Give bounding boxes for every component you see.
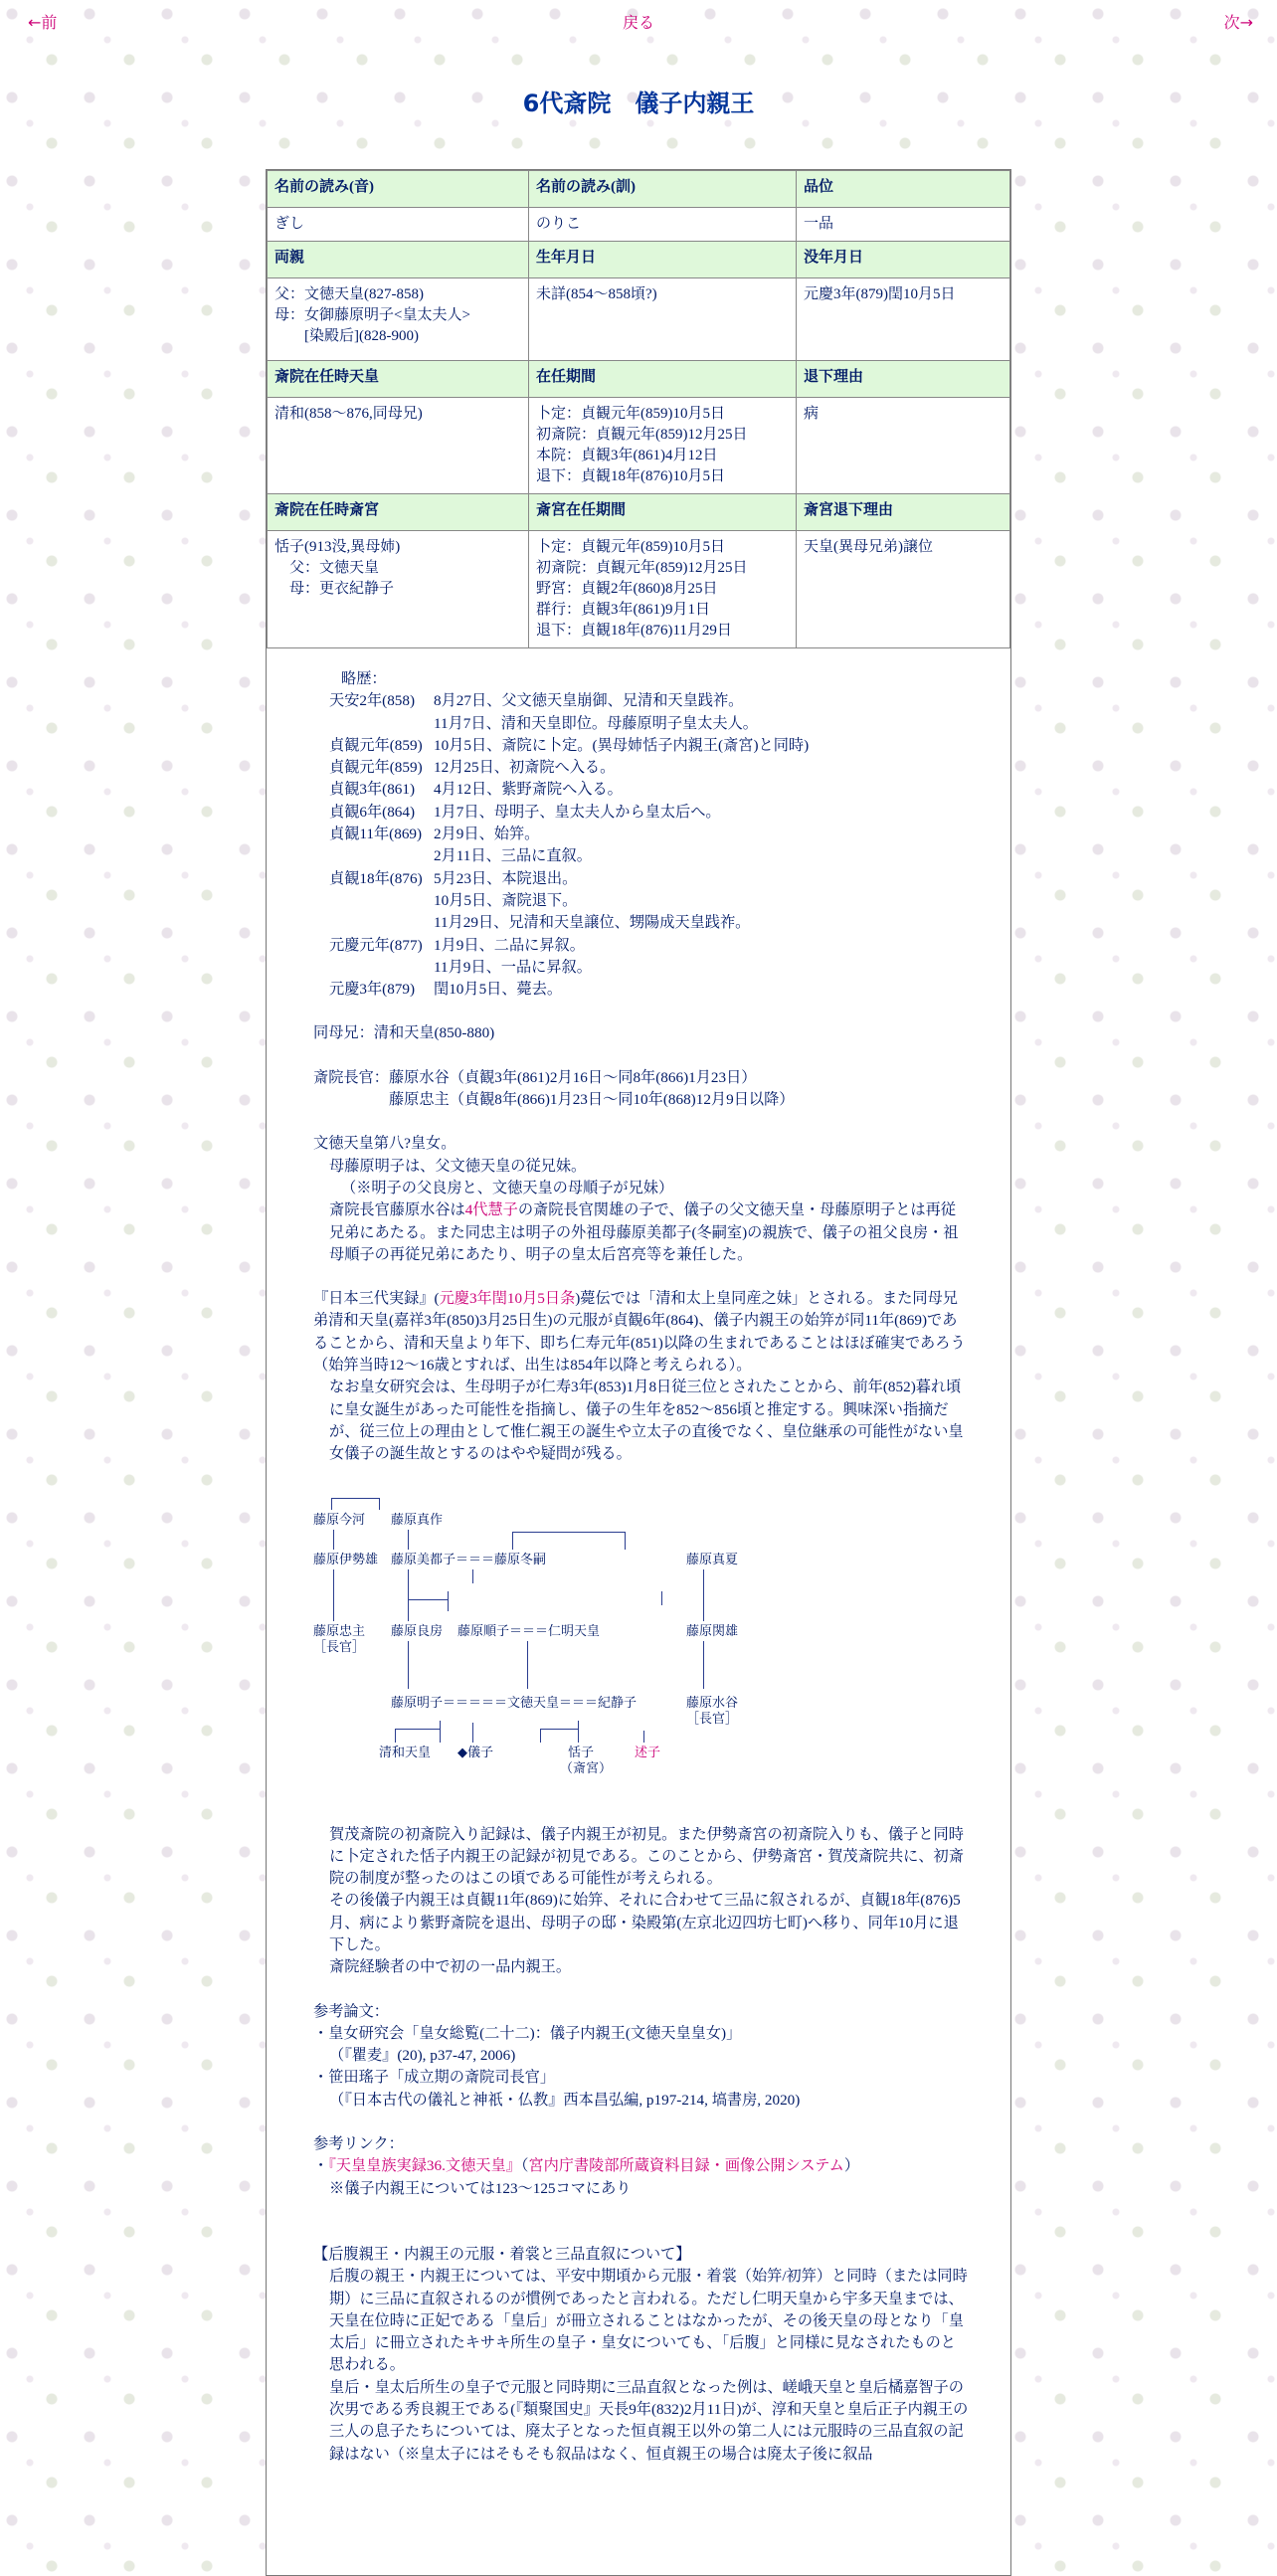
- tree-line: [512, 1532, 625, 1533]
- history-row: [313, 690, 971, 712]
- table-cell: [529, 398, 797, 494]
- table-cell: [797, 208, 1010, 242]
- chokan-label: 斎院長官：: [313, 1068, 389, 1086]
- tree-line: [643, 1731, 644, 1743]
- table-header-cell: 生年月日: [529, 242, 797, 278]
- tree-line: [408, 1569, 409, 1599]
- history-year: 貞観3年(861): [329, 781, 416, 799]
- tree-node: 藤原伊勢雄: [313, 1551, 379, 1566]
- tree-node: 述子: [635, 1744, 661, 1759]
- table-cell-line: 清和(858～876,同母兄): [274, 406, 423, 422]
- tree-line: [408, 1530, 409, 1550]
- history-event: 1月7日、母明子、皇太夫人から皇太后へ。: [434, 803, 721, 821]
- tree-line: [512, 1532, 513, 1550]
- link-label: 参考リンク：: [313, 2135, 404, 2153]
- info-table: [267, 170, 1010, 648]
- history-year: 貞観元年(859): [329, 759, 423, 777]
- tree-node: （斎宮）: [560, 1759, 613, 1775]
- ref-label: 参考論文：: [313, 2002, 389, 2020]
- table-cell: [797, 278, 1010, 361]
- page-title: 6代斎院 儀子内親王: [522, 90, 755, 117]
- history-year: 貞観元年(859): [329, 736, 423, 754]
- history-year: [313, 713, 434, 735]
- section-paragraph: 皇后・皇太后所生の皇子で元服と同時期に三品直叙となった例は、嵯峨天皇と皇后橘嘉智子の次男である秀良親王である(『類聚国史』天長9年(832)2月11日)が、淳和天皇と皇后正子内親王の三人の息子たちについては、廃太子となった恒貞親王以外の第二人には元服時の三品直叙の記録はない（※皇太子にはそもそも叙品はなく、恒貞親王の場合は廃太子後に叙品: [329, 2378, 969, 2463]
- table-cell: [268, 278, 529, 361]
- history-row: [313, 935, 971, 957]
- tree-line: [333, 1569, 334, 1621]
- table-cell-line: 未詳(854～858頃?): [536, 286, 657, 302]
- history-row: [313, 890, 971, 912]
- table-row: [268, 278, 1010, 361]
- tree-line: [703, 1569, 704, 1621]
- history-year: [313, 845, 434, 867]
- saiin-4-link[interactable]: 4代慧子: [464, 1201, 518, 1219]
- table-cell-line: 卜定：貞観元年(859)10月5日: [536, 539, 725, 555]
- table-cell-line: 退下：貞観18年(876)10月5日: [536, 468, 725, 484]
- history-year: [313, 912, 434, 934]
- bio-note: （※明子の父良房と、文徳天皇の母順子が兄妹）: [341, 1179, 674, 1196]
- table-cell-line: 父：文徳天皇: [274, 560, 380, 576]
- history-row: [313, 757, 971, 779]
- tree-line: [578, 1721, 579, 1743]
- table-cell-line: [染殿后](828-900): [274, 328, 419, 344]
- table-cell-line: 野宮：貞観2年(860)8月25日: [536, 581, 718, 597]
- body-paragraph: 賀茂斎院の初斎院入り記録は、儀子内親王が初見。また伊勢斎宮の初斎院入りも、儀子と同時に卜定された恬子内親王の記録が初見である。このことから、伊勢斎宮・賀茂斎院共に、初斎院の制度が整ったのはこの頃である可能性が考えられる。: [329, 1825, 964, 1888]
- table-cell-line: 一品: [804, 216, 834, 232]
- table-cell-line: 元慶3年(879)閏10月5日: [804, 286, 956, 302]
- table-cell-line: 父：文徳天皇(827-858): [274, 286, 424, 302]
- history-row: [313, 735, 971, 757]
- table-header-row: [268, 494, 1010, 531]
- table-cell: [529, 531, 797, 648]
- table-cell-line: 母：更衣紀静子: [274, 581, 395, 597]
- table-header-cell: 在任期間: [529, 361, 797, 398]
- history-event: 8月27日、父文徳天皇崩御、兄清和天皇践祚。: [434, 692, 744, 710]
- history-event: 11月9日、一品に昇叙。: [434, 958, 592, 976]
- history-event: 1月9日、二品に昇叙。: [434, 936, 585, 954]
- link-bullet: ・: [313, 2157, 329, 2175]
- ref-item: ・笹田瑤子「成立期の斎院司長官」: [313, 2069, 555, 2087]
- table-header-row: [268, 171, 1010, 208]
- history-event: 2月9日、始笄。: [434, 826, 540, 843]
- link-paren: （: [520, 2157, 529, 2175]
- tree-line: [408, 1599, 448, 1600]
- tree-line: [331, 1498, 379, 1499]
- back-link[interactable]: 戻る: [623, 13, 655, 32]
- table-cell: [529, 208, 797, 242]
- table-cell-line: 病: [804, 406, 820, 422]
- link-paren: ）: [843, 2157, 860, 2175]
- section-title: 【后腹親王・内親王の元服・着裳と三品直叙について】: [313, 2245, 691, 2263]
- tree-line: [472, 1723, 473, 1743]
- table-cell-line: 退下：貞観18年(876)11月29日: [536, 623, 732, 639]
- history-event: 2月11日、三品に直叙。: [434, 847, 592, 865]
- bio-text: 『日本三代実録』(: [313, 1290, 440, 1308]
- tree-node: 藤原今河: [313, 1511, 366, 1527]
- table-header-cell: 斎宮退下理由: [797, 494, 1010, 531]
- tree-line: [527, 1641, 528, 1689]
- tree-line: [408, 1599, 409, 1621]
- table-cell: [268, 208, 529, 242]
- history-event: 11月7日、清和天皇即位。母藤原明子皇太夫人。: [434, 714, 758, 732]
- table-cell-line: 初斎院：貞観元年(859)12月25日: [536, 427, 748, 443]
- tree-node: ［長官］: [313, 1638, 366, 1654]
- tree-line: [540, 1729, 541, 1743]
- history-event: 10月5日、斎院に卜定。(異母姉恬子内親王(斎宮)と同時): [434, 736, 810, 754]
- table-header-cell: 退下理由: [797, 361, 1010, 398]
- history-event: 10月5日、斎院退下。: [434, 891, 578, 909]
- table-header-cell: 斎宮在任期間: [529, 494, 797, 531]
- table-cell-line: 恬子(913没,異母姉): [274, 539, 401, 555]
- bio-paragraph: [313, 1199, 971, 1266]
- ref-detail: （『日本古代の儀礼と神祇・仏教』西本昌弘編, p197-214, 塙書房, 2020): [329, 2091, 801, 2109]
- prev-link[interactable]: ←前: [28, 13, 58, 32]
- chokan-item: 藤原水谷（貞観3年(861)2月16日～同8年(866)1月23日）: [388, 1068, 757, 1086]
- bio-line: 文徳天皇第八?皇女。: [313, 1135, 456, 1153]
- bio-paragraph: [313, 1288, 971, 1377]
- table-cell: [268, 531, 529, 648]
- table-cell: [268, 398, 529, 494]
- history-event: 閏10月5日、薨去。: [434, 981, 563, 999]
- history-row: [313, 979, 971, 1001]
- table-header-cell: 品位: [797, 171, 1010, 208]
- table-cell-line: 卜定：貞観元年(859)10月5日: [536, 406, 725, 422]
- tree-line: [395, 1729, 440, 1730]
- history-row: [313, 957, 971, 979]
- tree-node: 藤原関雄: [686, 1622, 739, 1638]
- family-tree: [313, 1474, 971, 1802]
- tree-line: [379, 1498, 380, 1510]
- article-body: [267, 648, 1010, 2466]
- bio-text: )薨伝では「清和太上皇同産之妹」とされる。また同母兄弟清和天皇(嘉祥3年(850)3月25日生)の元服が貞観6年(864)、儀子内親王の始笄が同11年(869)であることから、清和天皇より年下、即ち仁寿元年(851)以降の生まれであることはほぼ確実であろう（始笄当時12～16歳とすれば、出生は854年以降と考えられる）。: [313, 1290, 966, 1375]
- tree-node: 藤原順子＝＝＝仁明天皇: [457, 1622, 601, 1638]
- tree-node: ［長官］: [686, 1710, 739, 1726]
- bio-line: 母藤原明子は、父文徳天皇の従兄妹。: [329, 1157, 587, 1175]
- history-year: 貞観18年(876): [329, 869, 423, 887]
- table-cell-line: 初斎院：貞観元年(859)12月25日: [536, 560, 748, 576]
- history-year: 元慶元年(877): [329, 936, 423, 954]
- history-row: [313, 713, 971, 735]
- chokan-list: [389, 1067, 795, 1112]
- history-event: 4月12日、紫野斎院へ入る。: [434, 781, 623, 799]
- tenno-jitsuroku-link[interactable]: 『天皇皇族実録36.文徳天皇』: [328, 2157, 521, 2175]
- bio-paragraph: なお皇女研究会は、生母明子が仁寿3年(853)1月8日従三位とされたことから、前年(852)暮れ頃に皇女誕生があった可能性を指摘し、儀子の生年を852～856頃と推定する。興味深い指摘だが、従三位上の理由として惟仁親王の誕生や立太子の直後でなく、皇位継承の可能性がない皇女儀子の誕生故とするのはやや疑問が残る。: [329, 1379, 964, 1463]
- table-cell-line: 母：女御藤原明子<皇太夫人>: [274, 307, 470, 323]
- history-year: [313, 890, 434, 912]
- table-cell-line: 天皇(異母兄弟)譲位: [804, 539, 933, 555]
- link-note: ※儀子内親王については123～125コマにあり: [329, 2179, 632, 2197]
- history-row: [313, 912, 971, 934]
- table-cell-line: ぎし: [274, 216, 305, 232]
- table-header-cell: 斎院在任時斎宮: [268, 494, 529, 531]
- tree-node: 藤原水谷: [686, 1694, 739, 1710]
- tree-line: [331, 1498, 332, 1510]
- tree-line: [440, 1721, 441, 1743]
- history-row: [313, 802, 971, 824]
- history-list: [313, 690, 971, 1001]
- table-cell: [797, 531, 1010, 648]
- table-header-row: [268, 242, 1010, 278]
- ref-detail: （『瞿麦』(20), p37-47, 2006): [329, 2047, 516, 2065]
- history-year: [313, 957, 434, 979]
- tree-line: [472, 1569, 473, 1583]
- table-header-cell: 名前の読み(訓): [529, 171, 797, 208]
- history-event: 11月29日、兄清和天皇譲位、甥陽成天皇践祚。: [434, 914, 751, 932]
- history-label: 略歴：: [341, 670, 387, 687]
- history-year: 貞観6年(864): [329, 803, 416, 821]
- table-header-cell: 名前の読み(音): [268, 171, 529, 208]
- history-row: [313, 779, 971, 801]
- next-link[interactable]: 次→: [1223, 13, 1253, 32]
- tree-line: [408, 1641, 409, 1689]
- table-header-cell: 斎院在任時天皇: [268, 361, 529, 398]
- table-cell: [797, 398, 1010, 494]
- tree-node: 藤原忠主: [313, 1622, 366, 1638]
- bio-text: の斎院長官関雄の子で、儀子の父文徳天皇・母藤原明子とは再従兄弟にあたる。また同忠主は明子の外祖母藤原美都子(冬嗣室)の親族で、儀子の祖父良房・祖母順子の再従兄弟にあたり、明子の皇太后宮亮等を兼任した。: [329, 1201, 959, 1263]
- history-year: 天安2年(858): [329, 692, 416, 710]
- tree-line: [703, 1641, 704, 1689]
- tree-line: [540, 1729, 578, 1730]
- history-row: [313, 845, 971, 867]
- table-header-row: [268, 361, 1010, 398]
- tree-line: [395, 1729, 396, 1743]
- history-event: 5月23日、本院退出。: [434, 869, 578, 887]
- body-paragraph: 斎院経験者の中で初の一品内親王。: [329, 1958, 571, 1976]
- tree-node: 清和天皇: [379, 1744, 432, 1759]
- sibling-text: 同母兄：清和天皇(850-880): [313, 1024, 495, 1042]
- history-year: 貞観11年(869): [329, 826, 423, 843]
- history-event: 12月25日、初斎院へ入る。: [434, 759, 616, 777]
- section-paragraph: 后腹の親王・内親王については、平安中期頃から元服・着裳（始笄/初笄）と同時（または同時期）に三品に直叙されるのが慣例であったと言われる。ただし仁明天皇から宇多天皇までは、天皇在位時に正妃である「皇后」が冊立されることはなかったが、その後天皇の母となり「皇太后」に冊立されたキサキ所生の皇子・皇女についても、「后腹」と同様に見なされたものと思われる。: [329, 2268, 968, 2374]
- body-paragraph: その後儀子内親王は貞観11年(869)に始笄、それに合わせて三品に叙されるが、貞観18年(876)5月、病により紫野斎院を退出、母明子の邸・染殿第(左京北辺四坊七町)へ移り、同年10月に退下した。: [329, 1892, 961, 1953]
- chokan-item: 藤原忠主（貞観8年(866)1月23日～同10年(868)12月9日以降）: [388, 1091, 795, 1109]
- tree-line: [333, 1530, 334, 1550]
- sandai-jitsuroku-link[interactable]: 元慶3年閏10月5日条: [439, 1290, 576, 1308]
- kunaicho-archive-link[interactable]: 宮内庁書陵部所蔵資料目録・画像公開システム: [528, 2157, 844, 2175]
- tree-node: 藤原美都子＝＝＝藤原冬嗣: [391, 1551, 547, 1566]
- chokan-block: [313, 1067, 971, 1112]
- tree-line: [661, 1591, 662, 1605]
- tree-node: ◆儀子: [457, 1744, 493, 1759]
- table-cell-line: 本院：貞観3年(861)4月12日: [536, 448, 718, 463]
- history-year: 元慶3年(879): [329, 981, 416, 999]
- content-panel: [266, 169, 1011, 2576]
- table-cell-line: のりこ: [536, 216, 582, 232]
- tree-node: 藤原真夏: [686, 1551, 739, 1566]
- tree-node: 藤原良房: [391, 1622, 444, 1638]
- tree-node: 藤原真作: [391, 1511, 444, 1527]
- history-row: [313, 868, 971, 890]
- tree-line: [625, 1532, 626, 1550]
- link-line: [313, 2155, 971, 2177]
- tree-node: 藤原明子＝＝＝＝＝文徳天皇＝＝＝紀静子: [391, 1694, 638, 1710]
- table-row: [268, 208, 1010, 242]
- bio-text: 斎院長官藤原水谷は: [329, 1201, 465, 1219]
- table-header-cell: 没年月日: [797, 242, 1010, 278]
- tree-line: [448, 1591, 449, 1611]
- table-cell-line: 群行：貞観3年(861)9月1日: [536, 602, 710, 618]
- table-row: [268, 531, 1010, 648]
- table-row: [268, 398, 1010, 494]
- tree-node: 恬子: [568, 1744, 595, 1759]
- history-row: [313, 824, 971, 845]
- table-cell: [529, 278, 797, 361]
- ref-item: ・皇女研究会「皇女総覧(二十二)：儀子内親王(文徳天皇皇女)」: [313, 2024, 742, 2042]
- table-header-cell: 両親: [268, 242, 529, 278]
